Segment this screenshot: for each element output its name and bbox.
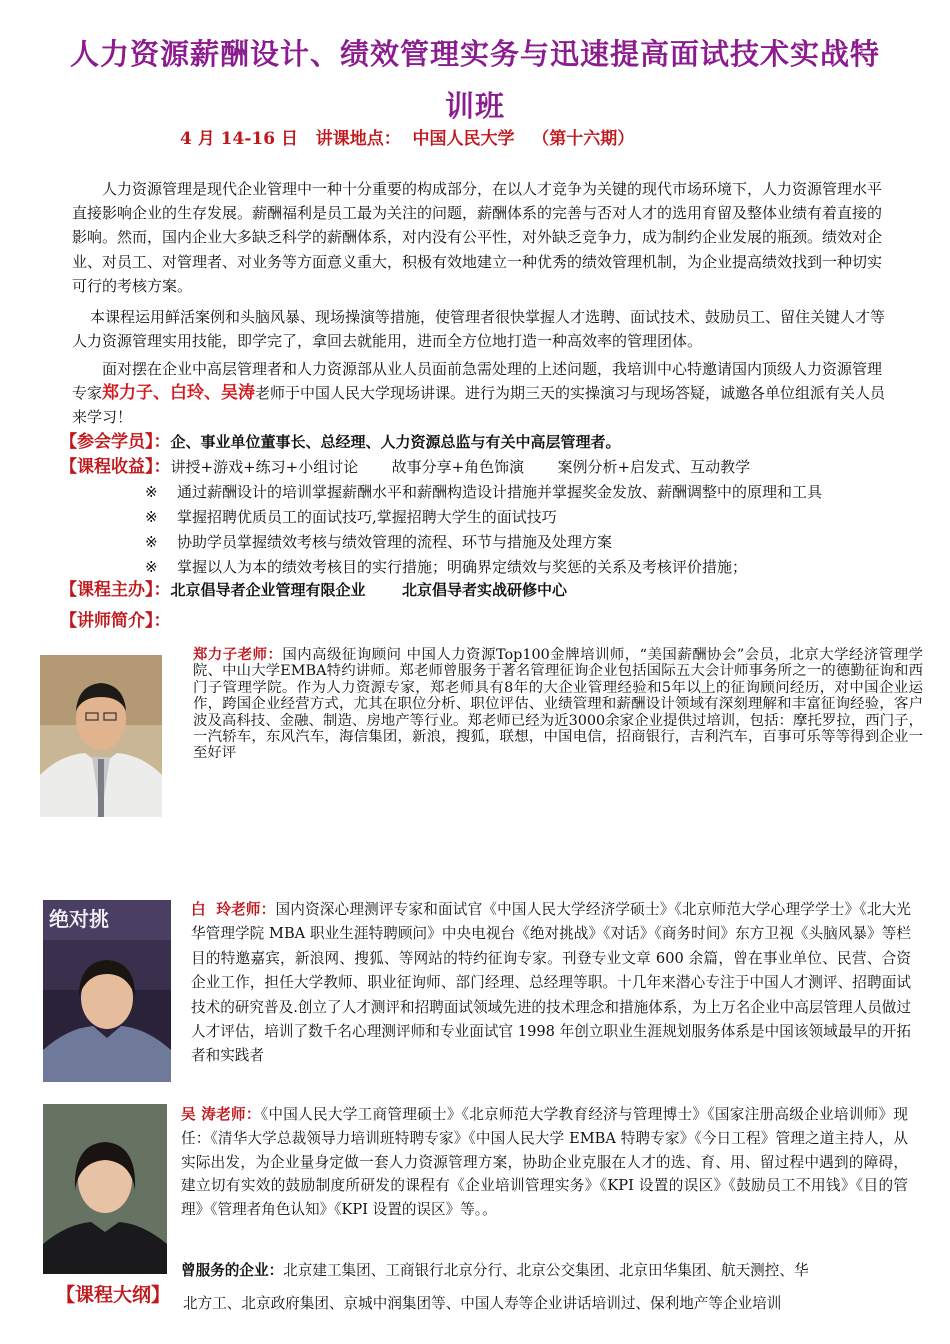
served-clients bbox=[181, 1259, 908, 1283]
portrait-image bbox=[40, 655, 162, 817]
bullet-mark: ※ bbox=[145, 483, 158, 501]
attendees-text: 企、事业单位董事长、总经理、人力资源总监与有关中高层管理者。 bbox=[170, 433, 621, 451]
benefit-bullet bbox=[145, 506, 557, 528]
lecturer-names-highlight: 郑力子、白玲、吴涛 bbox=[102, 383, 256, 404]
benefit-bullet bbox=[145, 556, 747, 578]
intro-p3-part-a: 面对摆在企业中高层管理者和人力资源部从业人员面前急需处理的上述问题，我培训中心特邀请国内顶级人力资源管理专家 bbox=[72, 360, 883, 403]
portrait-image bbox=[43, 900, 171, 1082]
bullet-mark: ※ bbox=[145, 533, 158, 551]
intro-paragraph-2: 本课程运用鲜活案例和头脑风暴、现场操演等措施，使管理者很快掌握人才选聘、面试技术、鼓励员工、留住关键人才等人力资源管理实用技能，即学完了，拿回去就能用，进而全方位地打造一种高效率的管理团体。 bbox=[72, 308, 886, 351]
lecturer-zheng-bio bbox=[193, 647, 923, 762]
lecturer-bai-bio bbox=[191, 898, 911, 1069]
benefit-bullet bbox=[145, 531, 612, 553]
benefit-bullet-text: 掌握以人为本的绩效考核目的实行措施；明确界定绩效与奖惩的关系及考核评价措施； bbox=[177, 558, 748, 576]
course-outline-heading: 【课程大纲】 bbox=[56, 1280, 174, 1307]
clipped-client-text: 北方工、北京政府集团、京城中润集团等、中国人寿等企业讲话培训过、保利地产等企业培训 bbox=[183, 1295, 782, 1312]
served-clients-label: 曾服务的企业： bbox=[181, 1262, 284, 1279]
attendees-row bbox=[60, 431, 621, 453]
lecturer-wu-bio bbox=[181, 1103, 908, 1222]
clipped-client-line bbox=[183, 1284, 903, 1312]
lecturer-intro-row bbox=[60, 610, 171, 632]
benefits-label: 【课程收益】： bbox=[60, 457, 171, 477]
bullet-mark: ※ bbox=[145, 508, 158, 526]
benefit-bullet bbox=[145, 481, 822, 503]
lecturer-wu-bio-text: 《中国人民大学工商管理硕士》《北京师范大学教育经济与管理博士》《国家注册高级企业培训师》现任：《清华大学总裁领导力培训班特聘专家》《中国人民大学 EMBA 特聘专家》《今日工程》管理之道主持人，从实际出发，为企业量身定做一套人力资源管理方案，协助企业克服在人才的选、育、用、留过程中遇到的障碍，建立切有实效的鼓励制度所研发的课程有《企业培训管理实务》《KPI 设置的误区》《鼓励员工不用钱》《目的管理》《管理者角色认知》《KPI 设置的误区》等。。 bbox=[181, 1106, 908, 1219]
intro-paragraph-3 bbox=[72, 357, 892, 430]
title-line-2: 训班 bbox=[444, 89, 505, 123]
attendees-label: 【参会学员】： bbox=[60, 432, 171, 452]
lecturer-zheng-photo bbox=[40, 655, 162, 817]
lecturer-bai-name: 白 玲老师： bbox=[191, 901, 276, 918]
benefit-bullet-text: 通过薪酬设计的培训掌握薪酬水平和薪酬构造设计措施并掌握奖金发放、薪酬调整中的原理和工具 bbox=[177, 483, 823, 501]
intro-paragraph-1: 人力资源管理是现代企业管理中一种十分重要的构成部分，在以人才竞争为关键的现代市场环境下，人力资源管理水平直接影响企业的生存发展。薪酬福利是员工最为关注的问题，薪酬体系的完善与否对人才的选用育留及整体业绩有着直接的影响。然而，国内企业大多缺乏科学的薪酬体系，对内没有公平性，对外缺乏竞争力，成为制约企业发展的瓶颈。绩效对企业、对员工、对管理者、对业务等方面意义重大，积极有效地建立一种优秀的绩效管理机制，为企业提高绩效找到一种切实可行的考核方案。 bbox=[72, 180, 883, 295]
host-label: 【课程主办】： bbox=[60, 580, 171, 600]
course-date-location: 4 月 14-16 日 讲课地点： 中国人民大学 （第十六期） bbox=[180, 129, 635, 149]
intro-p3-part-b: 老师于中国人民大学现场讲课。进行为期三天的实操演习与现场答疑，诚邀各单位组派有关人员来学习！ bbox=[72, 384, 886, 427]
title-line-1: 人力资源薪酬设计、绩效管理实务与迅速提高面试技术实战特 bbox=[69, 37, 880, 71]
benefit-bullet-text: 掌握招聘优质员工的面试技巧,掌握招聘大学生的面试技巧 bbox=[177, 508, 557, 526]
document-title bbox=[20, 28, 930, 132]
lecturer-zheng-name: 郑力子老师： bbox=[193, 646, 283, 663]
lecturer-bai-bio-text: 国内资深心理测评专家和面试官《中国人民大学经济学硕士》《北京师范大学心理学学士》《北大光华管理学院 MBA 职业生涯特聘顾问》中央电视台《绝对挑战》《对话》《商务时间》东方卫视《头脑风暴》等栏目的特邀嘉宾，新浪网、搜狐、等网站的特约征询专家。刊登专业文章 600 余篇，曾在事业单位、民营、合资企业工作，担任大学教师、职业征询师、部门经理、总经理等职。十几年来潜心专注于中国人才测评、招聘面试技术的研究普及.创立了人才测评和招聘面试领域先进的技术理念和措施体系，为上万名企业中高层管理人员做过人才评估，培训了数千名心理测评师和专业面试官 1998 年创立职业生涯规划服务体系是中国该领域最早的开拓者和实践者 bbox=[191, 901, 911, 1065]
host-text: 北京倡导者企业管理有限企业 北京倡导者实战研修中心 bbox=[170, 581, 568, 599]
lecturer-bai-photo bbox=[43, 900, 171, 1082]
lecturer-intro-label: 【讲师简介】： bbox=[60, 611, 171, 631]
lecturer-wu-name: 吴 涛老师： bbox=[181, 1106, 261, 1123]
benefits-text: 讲授+游戏+练习+小组讨论 故事分享+角色饰演 案例分析+启发式、互动教学 bbox=[170, 458, 751, 476]
portrait-image bbox=[43, 1104, 167, 1274]
lecturer-zheng-bio-text: 国内高级征询顾问 中国人力资源Top100金牌培训师，“美国薪酬协会”会员，北京大学经济管理学院、中山大学EMBA特约讲师。郑老师曾服务于著名管理征询企业包括国际五大会计师事务所之一的德勤征询和西门子管理学院。作为人力资源专家，郑老师具有8年的大企业管理经验和5年以上的征询顾问经历，对中国企业运作，跨国企业经营方式，尤其在职位分析、职位评估、业绩管理和薪酬设计领域有深刻理解和丰富征询经验，客户波及高科技、金融、制造、房地产等行业。郑老师已经为近3000余家企业提供过培训，包括：摩托罗拉，西门子，一汽轿车，东风汽车，海信集团，新浪，搜狐，联想，中国电信，招商银行，吉利汽车，百事可乐等等得到企业一至好评 bbox=[193, 647, 923, 762]
lecturer-wu-photo bbox=[43, 1104, 167, 1274]
served-clients-text: 北京建工集团、工商银行北京分行、北京公交集团、北京田华集团、航天测控、华 bbox=[283, 1262, 809, 1279]
host-row bbox=[60, 579, 567, 601]
bullet-mark: ※ bbox=[145, 558, 158, 576]
benefits-row bbox=[60, 456, 750, 478]
photo-backdrop-text: 绝对挑 bbox=[49, 907, 109, 931]
benefit-bullet-text: 协助学员掌握绩效考核与绩效管理的流程、环节与措施及处理方案 bbox=[177, 533, 613, 551]
